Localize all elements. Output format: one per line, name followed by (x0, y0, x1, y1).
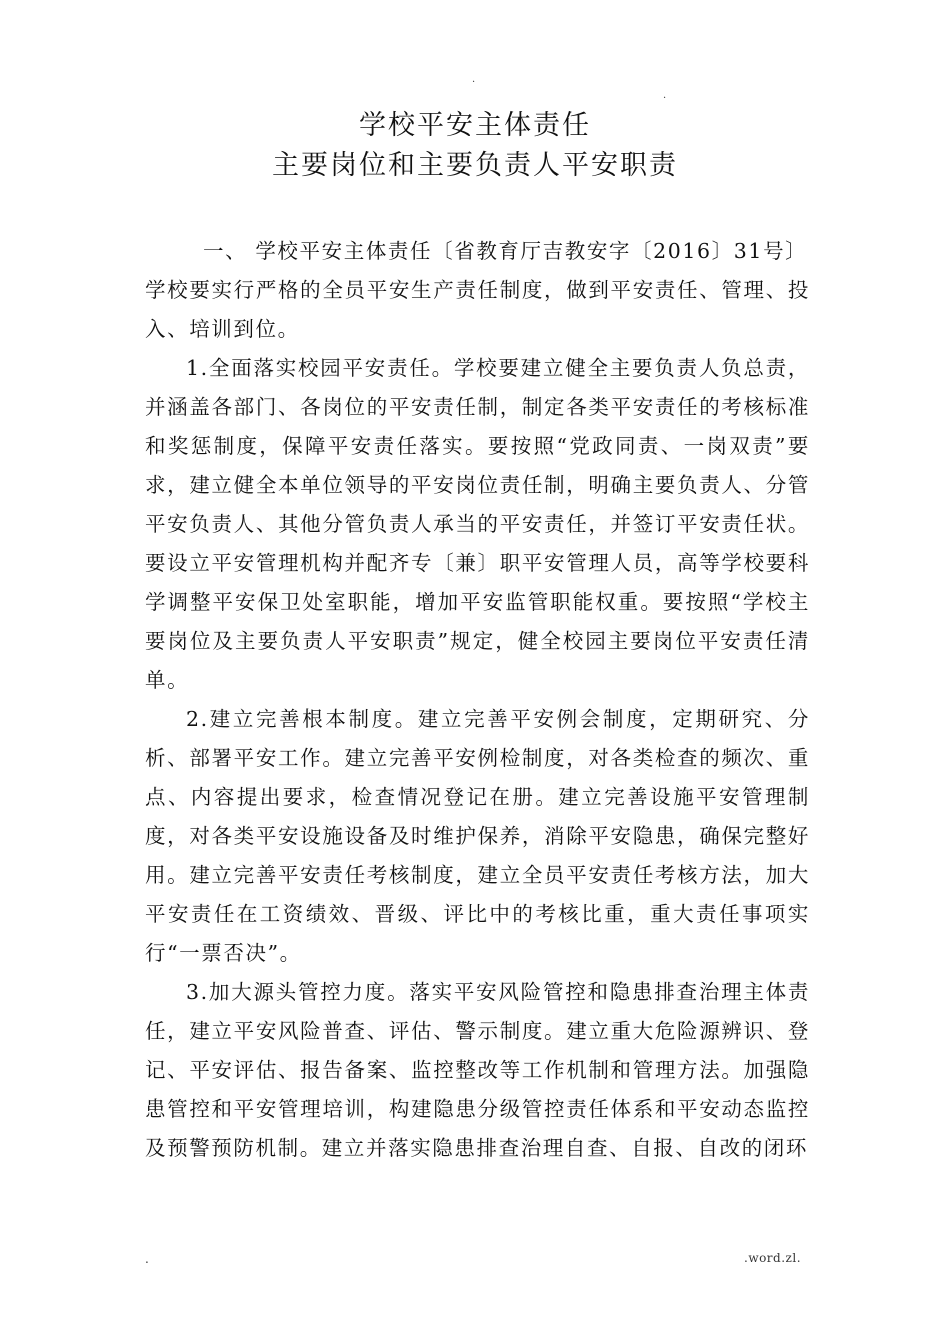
footer-watermark: .word.zl. (744, 1251, 802, 1265)
list-item: 3.加大源头管控力度。落实平安风险管控和隐患排查治理主体责任，建立平安风险普查、评估、警示制度。建立重大危险源辨识、登记、平安评估、报告备案、监控整改等工作机制和管理方法。加强隐患管控和平安管理培训，构建隐患分级管控责任体系和平安动态监控及预警预防机制。建立并落实隐患排查治理自查、自报、自改的闭环 (145, 980, 810, 1160)
list-item: 2.建立完善根本制度。建立完善平安例会制度，定期研究、分析、部署平安工作。建立完善平安例检制度，对各类检查的频次、重点、内容提出要求，检查情况登记在册。建立完善设施平安管理制度，对各类平安设施设备及时维护保养，消除平安隐患，确保完整好用。建立完善平安责任考核制度，建立全员平安责任考核方法，加大平安责任在工资绩效、晋级、评比中的考核比重，重大责任事项实行“一票否决”。 (145, 707, 810, 965)
section-heading: 一、 学校平安主体责任〔省教育厅吉教安字〔2016〕31号〕 (203, 239, 808, 263)
header-dot: · (663, 93, 667, 104)
list-item: 1.全面落实校园平安责任。学校要建立健全主要负责人负总责，并涵盖各部门、各岗位的平安责任制，制定各类平安责任的考核标准和奖惩制度，保障平安责任落实。要按照“党政同责、一岗双责”要求，建立健全本单位领导的平安岗位责任制，明确主要负责人、分管平安负责人、其他分管负责人承当的平安责任，并签订平安责任状。要设立平安管理机构并配齐专〔兼〕职平安管理人员，高等学校要科学调整平安保卫处室职能，增加平安监管职能权重。要按照“学校主要岗位及主要负责人平安职责”规定，健全校园主要岗位平安责任清单。 (145, 356, 810, 692)
document-subtitle: 主要岗位和主要负责人平安职责 (272, 150, 678, 181)
section-intro-text: 学校要实行严格的全员平安生产责任制度，做到平安责任、管理、投入、培训到位。 (145, 278, 810, 341)
document-body (145, 232, 810, 1168)
header-dot: · (472, 77, 476, 88)
footer-left-mark: . (145, 1252, 149, 1266)
document-title: 学校平安主体责任 (359, 110, 591, 141)
section-intro (145, 232, 810, 349)
